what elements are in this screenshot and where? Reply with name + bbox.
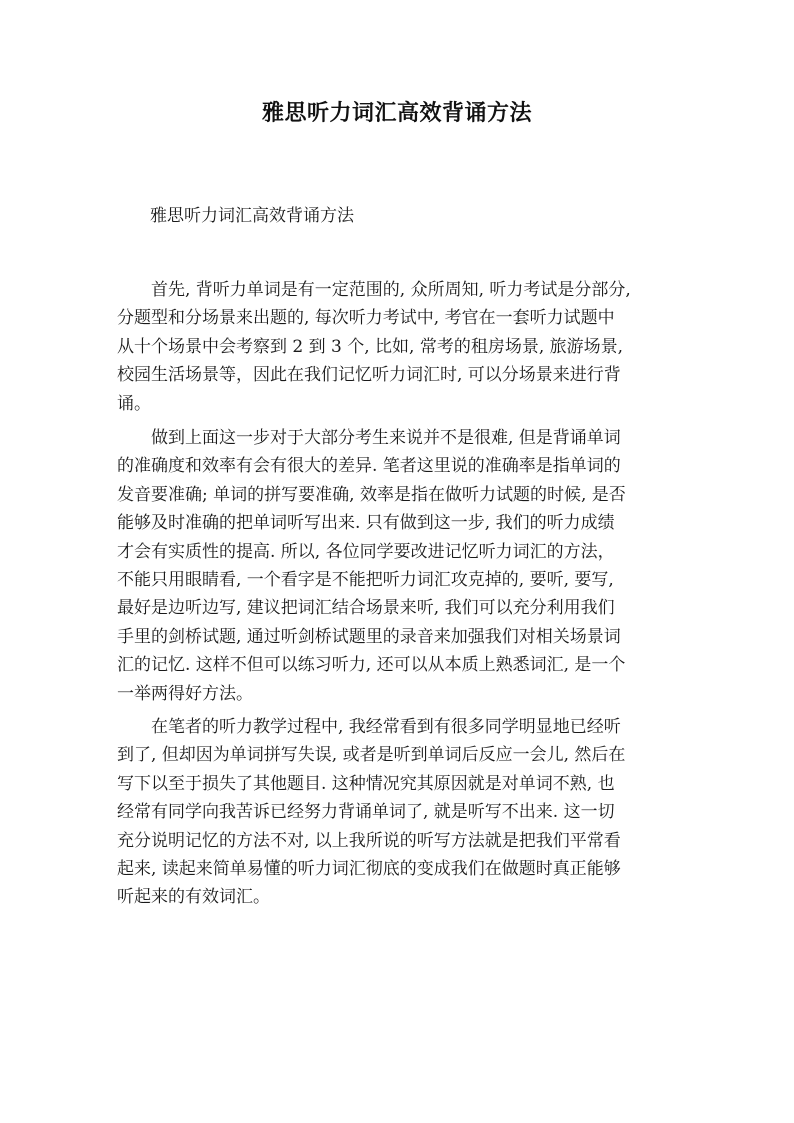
paragraph-line: 汇的记忆. 这样不但可以练习听力, 还可以从本质上熟悉词汇, 是一个 [117, 655, 626, 676]
paragraph-line: 经常有同学向我苦诉已经努力背诵单词了, 就是听写不出来. 这一切 [117, 802, 615, 823]
document-subtitle: 雅思听力词汇高效背诵方法 [150, 206, 354, 226]
paragraph-line: 能够及时准确的把单词听写出来. 只有做到这一步, 我们的听力成绩 [117, 513, 615, 534]
paragraph-line: 诵。 [117, 393, 151, 414]
paragraph-line: 充分说明记忆的方法不对, 以上我所说的听写方法就是把我们平常看 [117, 830, 621, 851]
paragraph-line: 不能只用眼睛看, 一个看字是不能把听力词汇攻克掉的, 要听, 要写, [117, 570, 614, 591]
paragraph-line: 首先, 背听力单词是有一定范围的, 众所周知, 听力考试是分部分, [117, 280, 631, 300]
paragraph-line: 分题型和分场景来出题的, 每次听力考试中, 考官在一套听力试题中 [117, 308, 615, 329]
paragraph-line: 起来, 读起来简单易懂的听力词汇彻底的变成我们在做题时真正能够 [117, 859, 621, 880]
paragraph-line: 的准确度和效率有会有很大的差异. 笔者这里说的准确率是指单词的 [117, 456, 621, 477]
paragraph-line: 在笔者的听力教学过程中, 我经常看到有很多同学明显地已经听 [117, 717, 621, 737]
paragraph-line: 从十个场景中会考察到 2 到 3 个, 比如, 常考的租房场景, 旅游场景, [117, 336, 624, 357]
paragraph-line: 发音要准确; 单词的拼写要准确, 效率是指在做听力试题的时候, 是否 [117, 484, 626, 505]
paragraph-3 [117, 713, 677, 912]
paragraph-line: 到了, 但却因为单词拼写失误, 或者是听到单词后反应一会儿, 然后在 [117, 745, 626, 766]
paragraph-2 [117, 424, 677, 708]
paragraph-line: 手里的剑桥试题, 通过听剑桥试题里的录音来加强我们对相关场景词 [117, 626, 621, 647]
paragraph-line: 一举两得好方法。 [117, 683, 253, 704]
paragraph-line: 听起来的有效词汇。 [117, 887, 270, 908]
paragraph-line: 校园生活场景等，因此在我们记忆听力词汇时, 可以分场景来进行背 [117, 365, 621, 386]
paragraph-line: 写下以至于损失了其他题目. 这种情况究其原因就是对单词不熟, 也 [117, 773, 615, 794]
document-title: 雅思听力词汇高效背诵方法 [261, 100, 532, 126]
paragraph-line: 最好是边听边写, 建议把词汇结合场景来听, 我们可以充分利用我们 [117, 598, 615, 619]
paragraph-line: 做到上面这一步对于大部分考生来说并不是很难, 但是背诵单词 [117, 428, 621, 448]
paragraph-line: 才会有实质性的提高. 所以, 各位同学要改进记忆听力词汇的方法， [117, 541, 615, 562]
paragraph-1 [117, 276, 677, 418]
